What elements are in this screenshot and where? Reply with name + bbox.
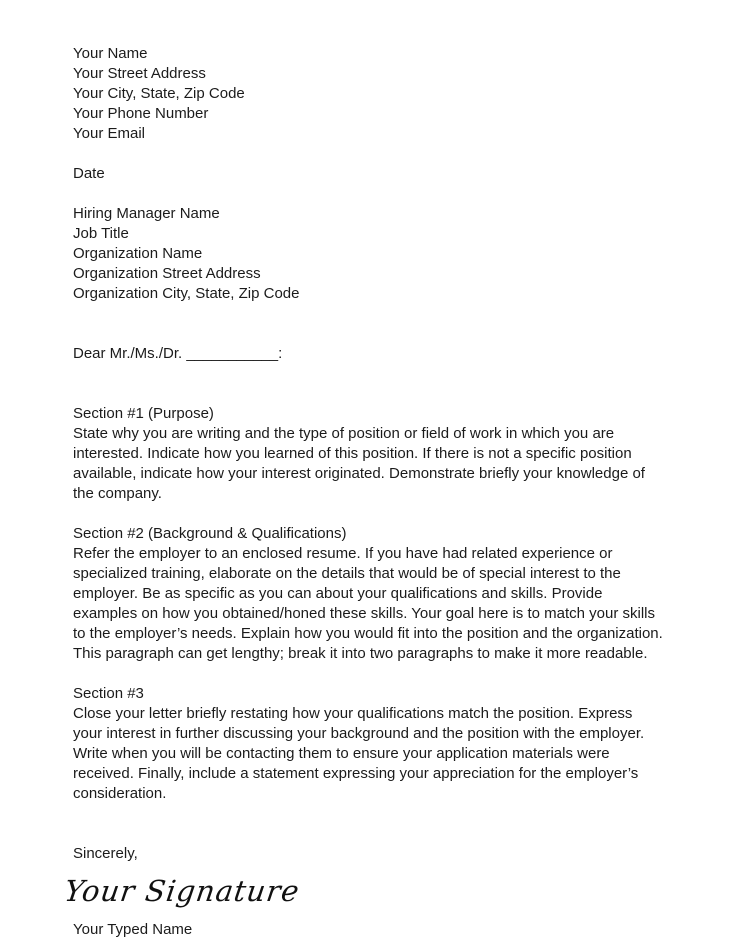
date-line: Date (73, 165, 105, 182)
recipient-manager-line: Hiring Manager Name (73, 205, 220, 222)
closing-line: Sincerely, (73, 845, 138, 862)
sender-street-line: Your Street Address (73, 65, 206, 82)
sender-email-line: Your Email (73, 125, 145, 142)
section-2 (73, 524, 665, 664)
section-3-heading: Section #3 (73, 685, 144, 702)
section-2-body: Refer the employer to an enclosed resume. If you have had related experience or specialized training, elaborate on the details that would be of special interest to the employer. Be as specific as you can about your qualifications and skills. Provide examples on how you obtained/honed these skills. Your goal here is to match your skills to the employer’s needs. Explain how you would fit into the position and the organization. This paragraph can get lengthy; break it into two paragraphs to make it more readable. (73, 545, 663, 662)
sender-name-line: Your Name (73, 45, 148, 62)
section-3 (73, 684, 665, 804)
sender-phone-line: Your Phone Number (73, 105, 209, 122)
recipient-org-city-line: Organization City, State, Zip Code (73, 285, 300, 302)
section-3-body: Close your letter briefly restating how your qualifications match the position. Express your interest in further discussing your background and the position with the employer. Write when you will be contacting them to ensure your application materials were received. Finally, include a statement expressing your appreciation for the employer’s consideration. (73, 705, 645, 802)
recipient-job-title-line: Job Title (73, 225, 129, 242)
sender-block (73, 44, 665, 144)
recipient-org-street-line: Organization Street Address (73, 265, 261, 282)
recipient-org-name-line: Organization Name (73, 245, 203, 262)
section-1-heading: Section #1 (Purpose) (73, 405, 214, 422)
section-1-body: State why you are writing and the type of position or field of work in which you are interested. Indicate how you learned of this position. If there is not a specific position available, indicate how your interest originated. Demonstrate briefly your knowledge of the company. (73, 425, 645, 502)
salutation-line: Dear Mr./Ms./Dr. ___________: (73, 345, 283, 362)
typed-name-line: Your Typed Name (73, 921, 193, 938)
sender-city-line: Your City, State, Zip Code (73, 85, 245, 102)
recipient-block (73, 204, 665, 304)
section-2-heading: Section #2 (Background & Qualifications) (73, 525, 347, 542)
section-1 (73, 404, 665, 504)
signature-script: Your Signature (62, 874, 302, 908)
